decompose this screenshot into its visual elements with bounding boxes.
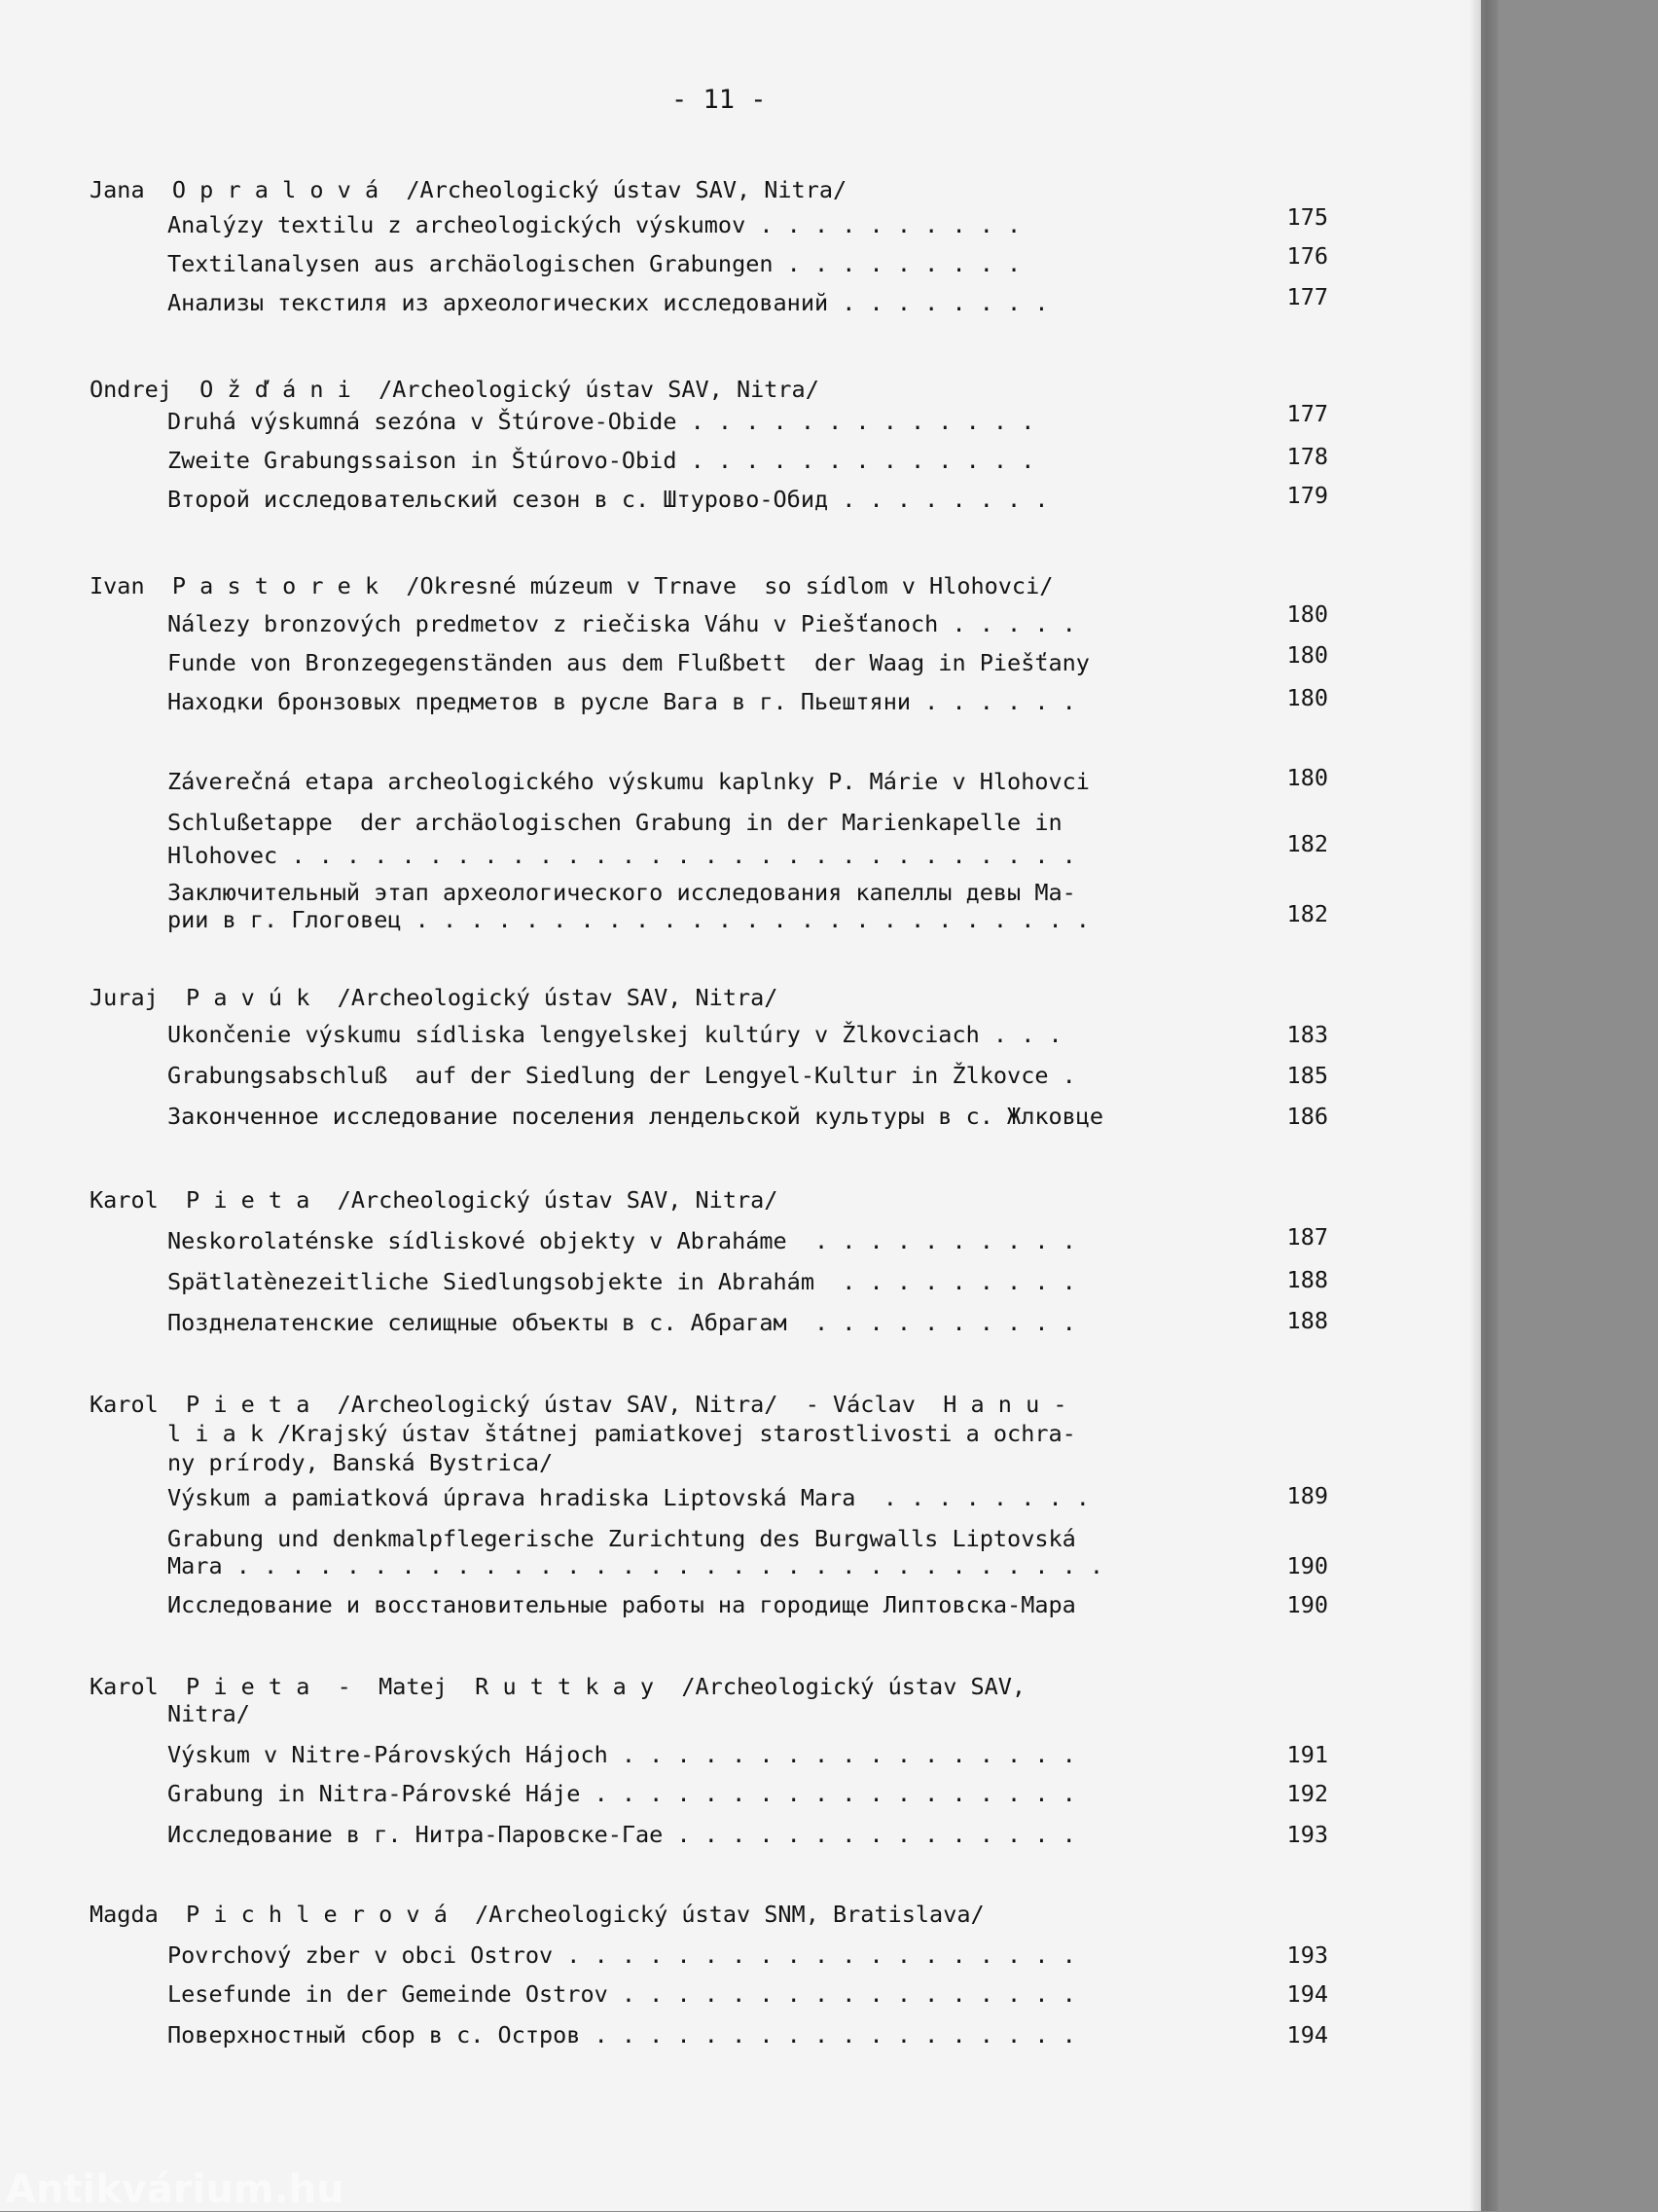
- entry-title: Исследование и восстановительные работы на городище Липтовска-Мара: [167, 1591, 1076, 1618]
- author-line: Ivan P a s t o r e k /Okresné múzeum v Trnave so sídlom v Hlohovci/: [90, 572, 1054, 599]
- author-line: Magda P i c h l e r o v á /Archeologický ústav SNM, Bratislava/: [90, 1901, 985, 1928]
- entry-title: Výskum a pamiatková úprava hradiska Liptovská Mara . . . . . . . .: [167, 1484, 1090, 1511]
- entry-page: 190: [1286, 1552, 1328, 1579]
- author-line: Jana O p r a l o v á /Archeologický ústav SAV, Nitra/: [90, 176, 847, 203]
- entry-title: Ukončenie výskumu sídliska lengyelskej kultúry v Žlkovciach . . .: [167, 1021, 1063, 1048]
- entry-page: 180: [1286, 684, 1328, 711]
- entry-title: Grabungsabschluß auf der Siedlung der Lengyel-Kultur in Žlkovce .: [167, 1062, 1076, 1089]
- entry-title: Позднелатенские селищные объекты в с. Абрагам . . . . . . . . . .: [167, 1309, 1076, 1336]
- entry-title: Lesefunde in der Gemeinde Ostrov . . . . . . . . . . . . . . . . .: [167, 1980, 1076, 2008]
- entry-page: 179: [1286, 482, 1328, 509]
- entry-page: 180: [1286, 641, 1328, 669]
- entry-title: Zweite Grabungssaison in Štúrovo-Obid . . . . . . . . . . . . .: [167, 447, 1035, 474]
- entry-title: Schlußetappe der archäologischen Grabung in der Marienkapelle in: [167, 809, 1063, 836]
- entry-page: 193: [1286, 1941, 1328, 1969]
- entry-page: 188: [1286, 1266, 1328, 1293]
- entry-title: Законченное исследование поселения лендельской культуры в с. Жлковце: [167, 1103, 1104, 1130]
- entry-title: Поверхностный сбор в с. Остров . . . . . . . . . . . . . . . . . .: [167, 2021, 1076, 2049]
- watermark: Antikvárium.hu: [6, 2167, 344, 2212]
- entry-title: Textilanalysen aus archäologischen Grabungen . . . . . . . . .: [167, 250, 1022, 277]
- entry-page: 185: [1286, 1062, 1328, 1089]
- entry-title: Grabung in Nitra-Párovské Háje . . . . . . . . . . . . . . . . . .: [167, 1780, 1076, 1807]
- entry-title: Spätlatènezeitliche Siedlungsobjekte in Abrahám . . . . . . . . .: [167, 1268, 1076, 1295]
- author-line: Karol P i e t a /Archeologický ústav SAV, Nitra/ - Václav H a n u -: [90, 1391, 1067, 1418]
- entry-page: 178: [1286, 443, 1328, 470]
- entry-page: 175: [1286, 203, 1328, 231]
- entry-page: 177: [1286, 400, 1328, 427]
- entry-page: 180: [1286, 764, 1328, 791]
- entry-title-continuation: Mara . . . . . . . . . . . . . . . . . . . . . . . . . . . . . . . .: [167, 1552, 1104, 1579]
- entry-page: 187: [1286, 1223, 1328, 1251]
- entry-page: 188: [1286, 1307, 1328, 1334]
- author-line: Juraj P a v ú k /Archeologický ústav SAV, Nitra/: [90, 984, 778, 1011]
- entry-page: 193: [1286, 1821, 1328, 1848]
- entry-page: 182: [1286, 900, 1328, 927]
- entry-title: Povrchový zber v obci Ostrov . . . . . . . . . . . . . . . . . . .: [167, 1941, 1076, 1969]
- author-line: Karol P i e t a /Archeologický ústav SAV, Nitra/: [90, 1186, 778, 1214]
- entry-page: 189: [1286, 1482, 1328, 1509]
- entry-title: Výskum v Nitre-Párovských Hájoch . . . . . . . . . . . . . . . . .: [167, 1741, 1076, 1768]
- entry-page: 192: [1286, 1780, 1328, 1807]
- page-number: - 11 -: [671, 85, 767, 115]
- author-line: Ondrej O ž ď á n i /Archeologický ústav SAV, Nitra/: [90, 376, 819, 403]
- entry-page: 191: [1286, 1741, 1328, 1768]
- entry-page: 182: [1286, 830, 1328, 857]
- page-edge-shadow: [1469, 0, 1498, 2211]
- entry-page: 180: [1286, 600, 1328, 628]
- entry-title: Находки бронзовых предметов в русле Вага в г. Пьештяни . . . . . .: [167, 688, 1076, 715]
- entry-title: Druhá výskumná sezóna v Štúrove-Obide . . . . . . . . . . . . .: [167, 408, 1035, 435]
- entry-title-continuation: Hlohovec . . . . . . . . . . . . . . . . . . . . . . . . . . . . .: [167, 842, 1076, 869]
- entry-title: Záverečná etapa archeologického výskumu kaplnky P. Márie v Hlohovci: [167, 768, 1090, 795]
- entry-title-continuation: рии в г. Глоговец . . . . . . . . . . . . . . . . . . . . . . . . .: [167, 906, 1090, 933]
- entry-page: 186: [1286, 1103, 1328, 1130]
- entry-page: 176: [1286, 242, 1328, 270]
- entry-page: 183: [1286, 1021, 1328, 1048]
- entry-page: 194: [1286, 2021, 1328, 2049]
- entry-page: 190: [1286, 1591, 1328, 1618]
- entry-title: Neskorolaténske sídliskové objekty v Abraháme . . . . . . . . . .: [167, 1227, 1076, 1254]
- entry-title: Исследование в г. Нитра-Паровске-Гае . . . . . . . . . . . . . . .: [167, 1821, 1076, 1848]
- entry-title: Второй исследовательский сезон в с. Штурово-Обид . . . . . . . .: [167, 486, 1049, 513]
- author-line: Karol P i e t a - Matej R u t t k a y /Archeologický ústav SAV,: [90, 1673, 1027, 1700]
- entry-title: Заключительный этап археологического исследования капеллы девы Ма-: [167, 879, 1076, 906]
- entry-title: Анализы текстиля из археологических исследований . . . . . . . .: [167, 289, 1049, 316]
- author-line-continuation: ny prírody, Banská Bystrica/: [167, 1449, 554, 1476]
- entry-title: Nálezy bronzových predmetov z riečiska Váhu v Piešťanoch . . . . .: [167, 610, 1076, 637]
- author-line-continuation: l i a k /Krajský ústav štátnej pamiatkovej starostlivosti a ochra-: [167, 1420, 1076, 1447]
- entry-title: Analýzy textilu z archeologických výskumov . . . . . . . . . .: [167, 211, 1022, 238]
- entry-title: Grabung und denkmalpflegerische Zurichtung des Burgwalls Liptovská: [167, 1525, 1076, 1552]
- entry-page: 177: [1286, 283, 1328, 310]
- author-line-continuation: Nitra/: [167, 1700, 250, 1727]
- entry-title: Funde von Bronzegegenständen aus dem Flußbett der Waag in Piešťany: [167, 649, 1090, 676]
- entry-page: 194: [1286, 1980, 1328, 2008]
